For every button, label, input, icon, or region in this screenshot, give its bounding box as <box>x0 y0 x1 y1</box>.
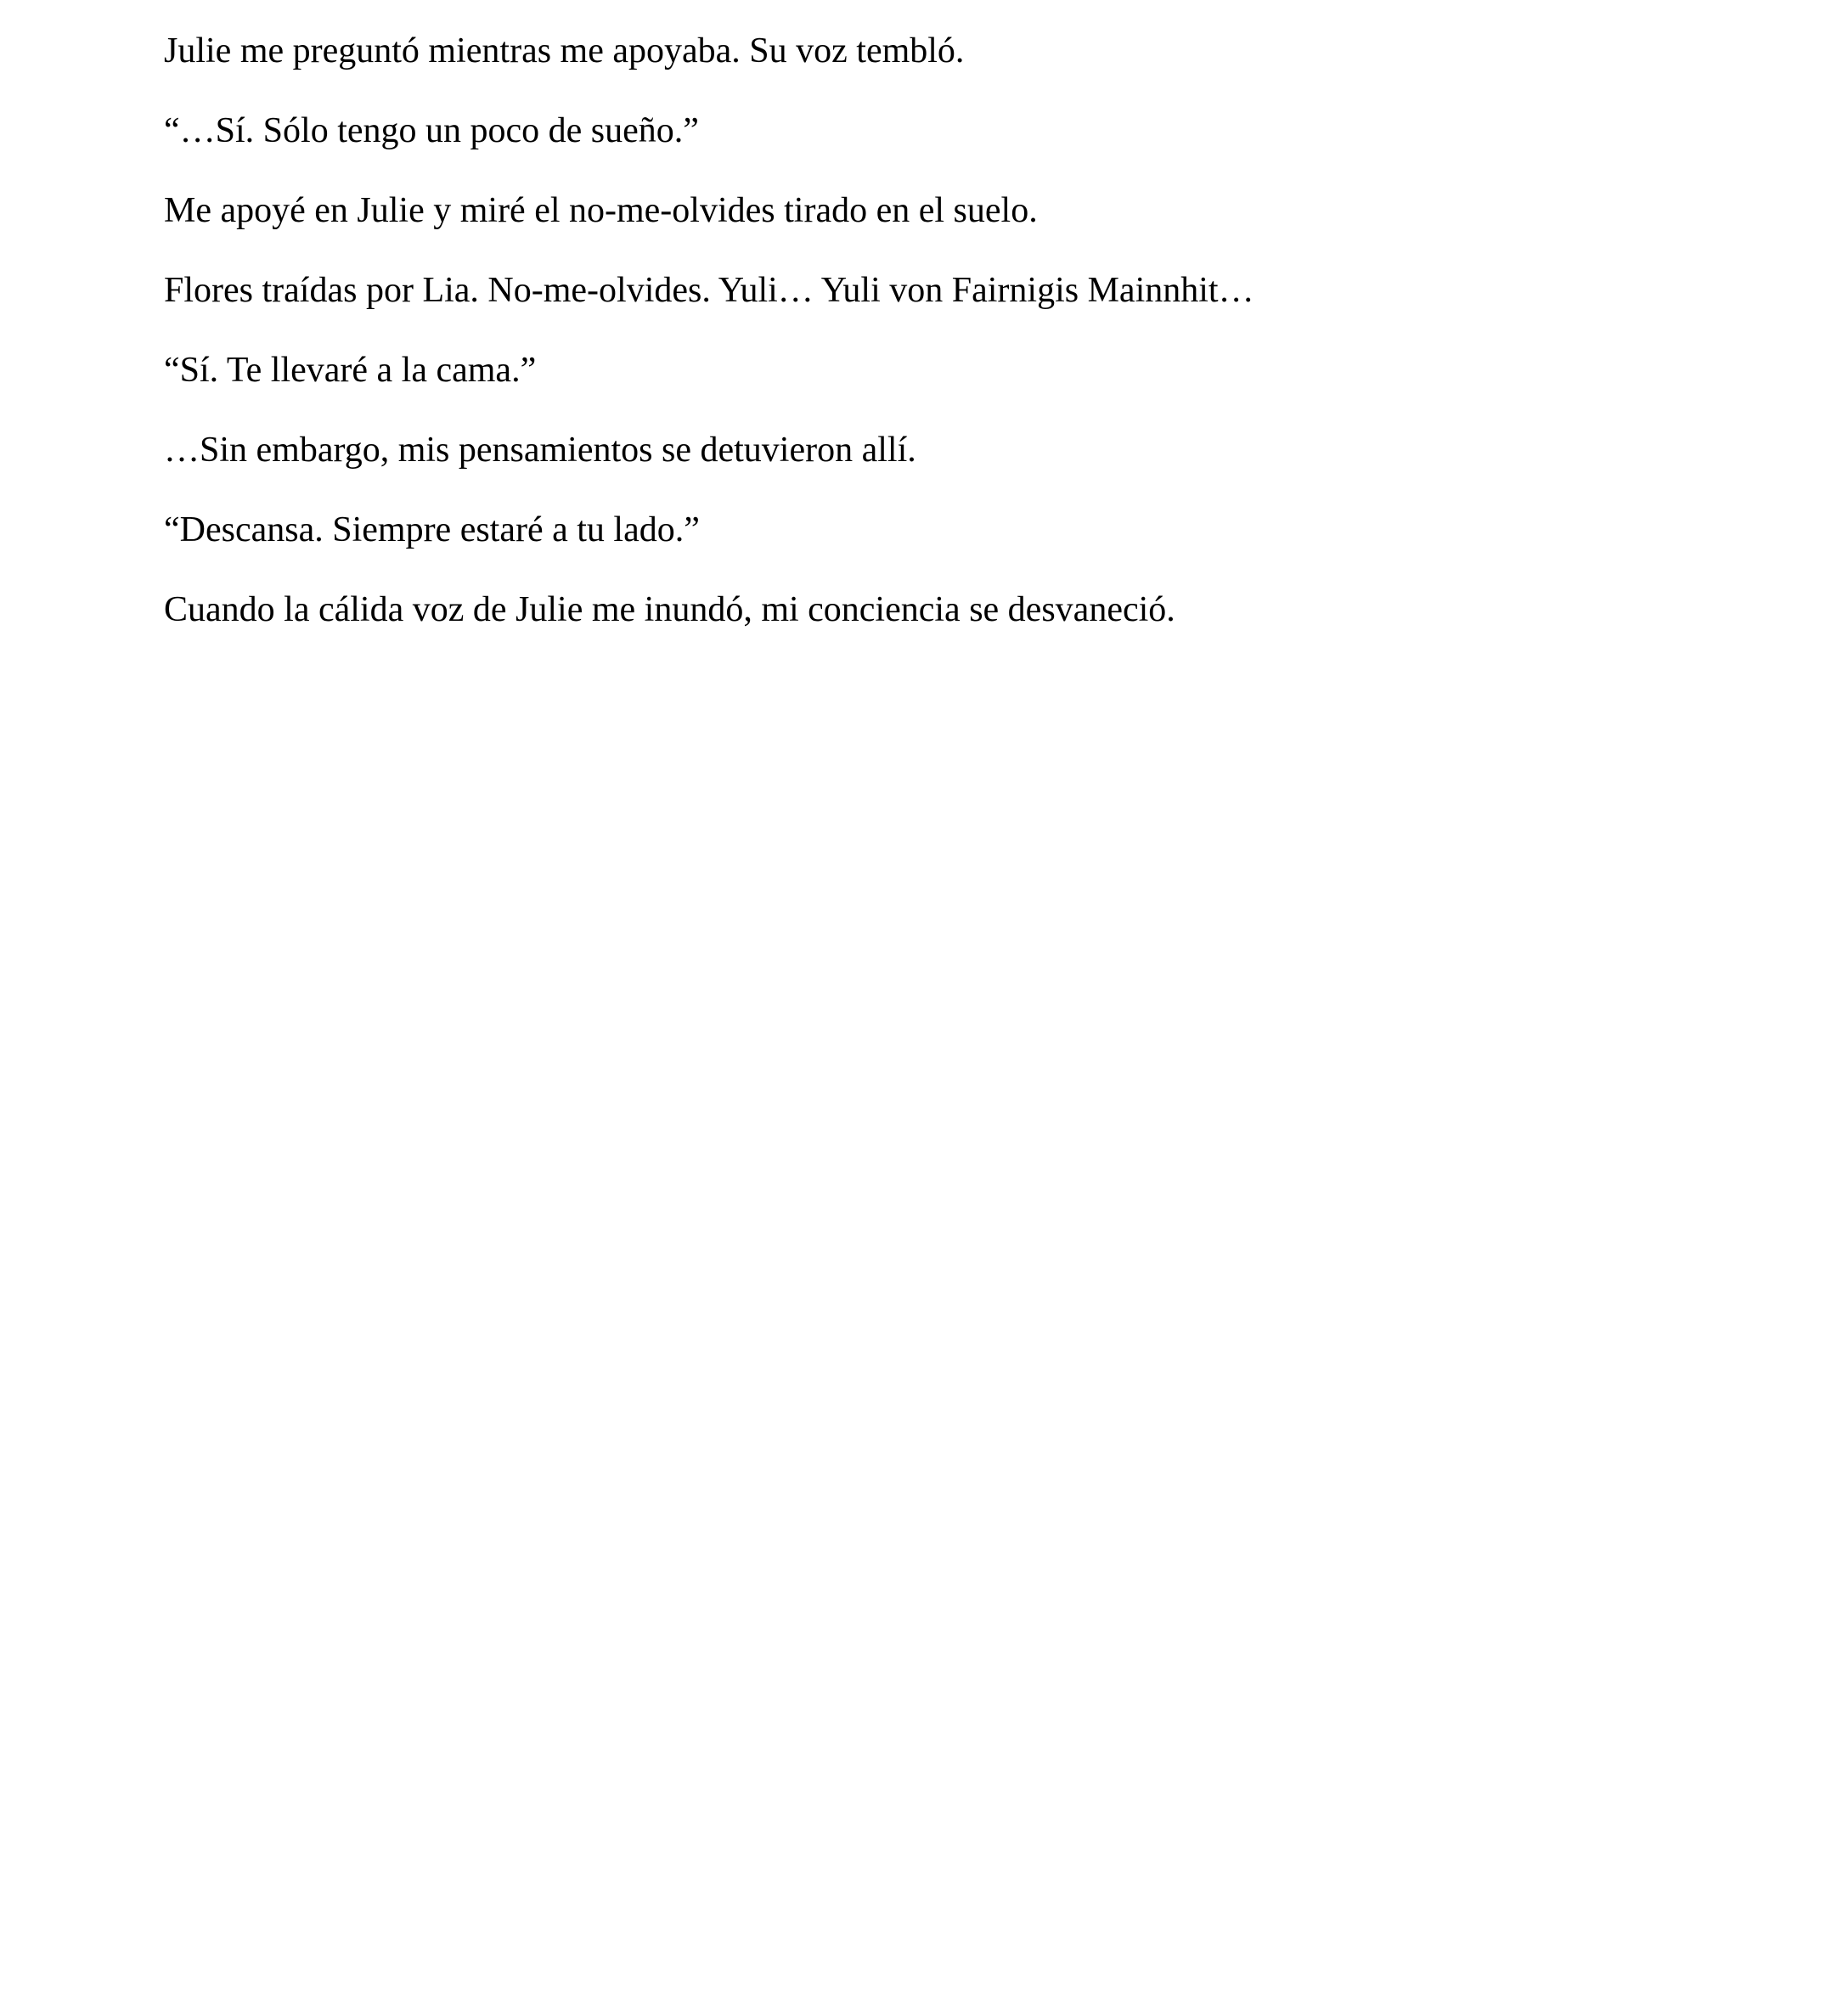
paragraph: Cuando la cálida voz de Julie me inundó, mi conciencia se desvaneció. <box>164 590 1175 629</box>
paragraph: “Descansa. Siempre estaré a tu lado.” <box>164 510 700 549</box>
paragraph: Me apoyé en Julie y miré el no-me-olvides tirado en el suelo. <box>164 191 1038 230</box>
document-body <box>164 25 1693 664</box>
paragraph: Julie me preguntó mientras me apoyaba. Su voz tembló. <box>164 31 965 70</box>
paragraph: …Sin embargo, mis pensamientos se detuvieron allí. <box>164 431 916 470</box>
paragraph: “Sí. Te llevaré a la cama.” <box>164 351 537 390</box>
paragraph: Flores traídas por Lia. No-me-olvides. Yuli… Yuli von Fairnigis Mainnhit… <box>164 271 1254 310</box>
paragraph: “…Sí. Sólo tengo un poco de sueño.” <box>164 111 699 150</box>
